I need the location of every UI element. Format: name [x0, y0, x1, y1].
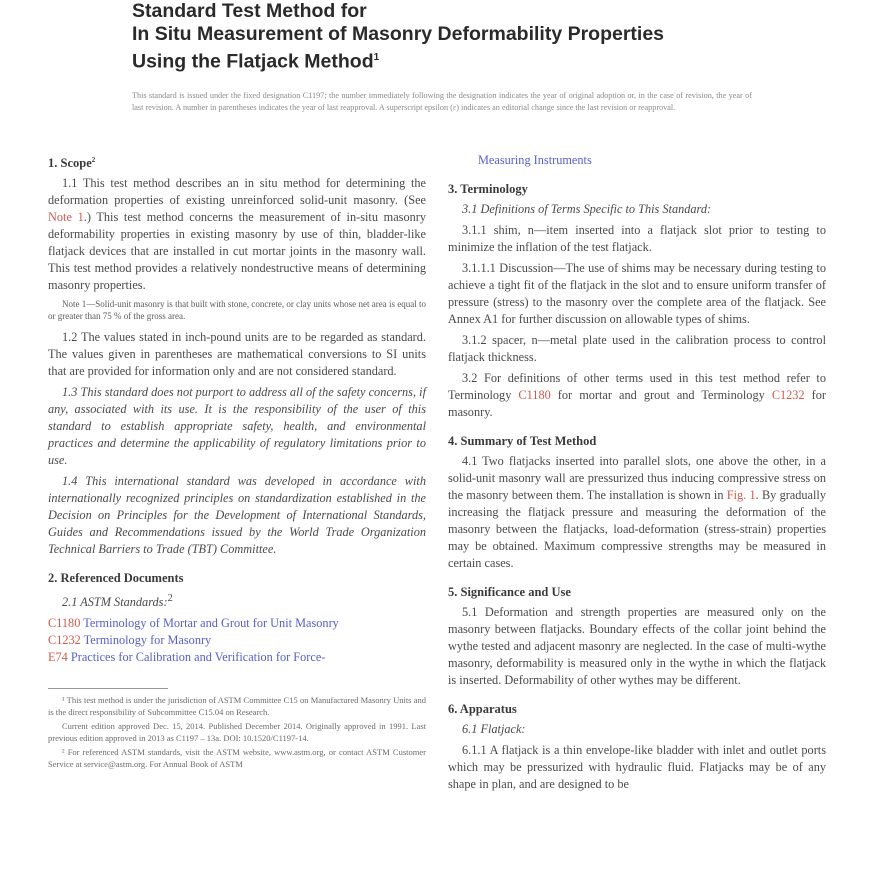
footnote-1: ¹ This test method is under the jurisdiction of ASTM Committee C15 on Manufactured Masonry Units and is the direct responsibility of Subcommittee C15.04 on Research. [48, 695, 426, 718]
reference-item [48, 649, 426, 666]
reference-code-link[interactable]: C1180 [48, 616, 81, 631]
reference-item [48, 632, 426, 649]
paragraph-1-2: 1.2 The values stated in inch-pound units are to be regarded as standard. The values given in parentheses are mathematical conversions to SI units that are provided for information only and are not considered standard. [48, 330, 426, 379]
section-apparatus [448, 701, 826, 793]
title-line-2: In Situ Measurement of Masonry Deformability Properties [132, 23, 665, 45]
title-line-1: Standard Test Method for [132, 0, 367, 22]
paragraph-6-1: 6.1 Flatjack: [462, 722, 526, 736]
designation-boilerplate: This standard is issued under the fixed designation C1197; the number immediately following the designation indicates the year of original adoption or, in the case of revision, the year of last revision. A number in parentheses indicates the year of last reapproval. A superscript epsilon (ε) indicates an editorial change since the last revision or reapproval. [132, 91, 752, 112]
paragraph-3-1-1-1: 3.1.1.1 Discussion—The use of shims may be necessary during testing to achieve a tight fit of the flatjack in the slot and to ensure uniform transfer of pressure (stress) to the masonry over the complete area of the flatjack. See Annex A1 for further discussion on allowable types of shims. [448, 261, 826, 326]
reference-title-link[interactable]: Practices for Calibration and Verification for Force- [70, 650, 326, 665]
paragraph-3-1-1: 3.1.1 shim, n—item inserted into a flatjack slot prior to testing to minimize the inflation of the test flatjack. [448, 223, 826, 254]
reference-code-link[interactable]: E74 [48, 650, 68, 665]
paragraph-1-3: 1.3 This standard does not purport to address all of the safety concerns, if any, associated with its use. It is the responsibility of the user of this standard to establish appropriate safety, health, and environmental practices and determine the applicability of regulatory limitations prior to use. [48, 385, 426, 468]
section-significance-heading: 5. Significance and Use [448, 585, 571, 599]
section-terminology-heading: 3. Terminology [448, 182, 528, 196]
astm-standards-label: 2.1 ASTM Standards:$^2$ [62, 593, 173, 610]
section-apparatus-heading: 6. Apparatus [448, 702, 517, 716]
paragraph-1-1: 1.1 This test method describes an in situ method for determining the deformation properties of existing unreinforced solid-unit masonry. (See Note 1.) This test method concerns the measurement of in-situ masonry deformability properties in existing masonry by use of thin, bladder-like flatjack devices that are installed in cut mortar joints in the masonry wall. This test method provides a relatively nondestructive means of determining masonry properties. [48, 176, 426, 293]
reference-code-link[interactable]: C1232 [48, 633, 81, 648]
title-footnote-mark[interactable]: 1 [373, 52, 380, 63]
paragraph-3-2: 3.2 For definitions of other terms used in this test method refer to Terminology C1180 for mortar and grout and Terminology C1232 for masonry. [448, 371, 826, 419]
note-1: Note 1—Solid-unit masonry is that built with stone, concrete, or clay units whose net area is equal to or greater than 75 % of the gross area. [48, 299, 426, 322]
reference-code-link[interactable]: C1232 [771, 388, 805, 402]
section-summary-heading: 4. Summary of Test Method [448, 434, 597, 448]
section-refs-heading: 2. Referenced Documents [48, 571, 184, 586]
section-significance [448, 584, 826, 689]
reference-code-link[interactable]: C1180 [518, 388, 551, 402]
section-scope-heading: 1. Scope$^2$ [48, 156, 96, 171]
section-referenced-documents [48, 570, 426, 666]
reference-title-link[interactable]: Terminology for Masonry [83, 633, 212, 648]
paragraph-3-1: 3.1 Definitions of Terms Specific to This Standard: [462, 202, 712, 216]
paragraph-4-1: 4.1 Two flatjacks inserted into parallel slots, one above the other, in a solid-unit masonry wall are pressurized thus inducing compressive stress on the masonry between them. The installation is shown in Fig. 1. By gradually increasing the flatjack pressure and measuring the deformation of the masonry between the flatjacks, load-deformation (stress-strain) properties may be obtained. Maximum compressive strengths may be measured in certain cases. [448, 454, 827, 570]
paragraph-1-4: 1.4 This international standard was developed in accordance with internationally recognized principles on standardization established in the Decision on Principles for the Development of International Standards, Guides and Recommendations issued by the World Trade Organization Technical Barriers to Trade (TBT) Committee. [48, 474, 426, 557]
footnote-divider [48, 688, 168, 689]
paragraph-5-1: 5.1 Deformation and strength properties are measured only on the masonry between flatjacks. Boundary effects of the collar joint behind the wythe tested and adjacent masonry are neglected. In the case of multi-wythe masonry, deformability is measured only in the wythe in which the flatjack is inserted. Deformability of other wythes may be different. [448, 605, 826, 687]
figure-1-link[interactable]: Fig. 1 [726, 488, 756, 502]
footnote-2: ² For referenced ASTM standards, visit the ASTM website, www.astm.org, or contact ASTM Customer Service at service@astm.org. For Annual Book of ASTM [48, 747, 426, 770]
paragraph-6-1-1: 6.1.1 A flatjack is a thin envelope-like bladder with inlet and outlet ports which may be pressurized with hydraulic fluid. Flatjacks may be of any shape in plan, and are designed to be [448, 743, 826, 791]
footnote-mark[interactable]: 2 [167, 593, 173, 605]
left-column [48, 152, 426, 772]
title-line-3: Using the Flatjack Method$^1$ [132, 50, 380, 73]
continued-reference-link[interactable]: Measuring Instruments [478, 153, 592, 167]
reference-item [48, 615, 426, 632]
section-summary [448, 433, 826, 572]
note-1-link[interactable]: Note 1 [48, 210, 84, 225]
right-column [448, 152, 826, 797]
reference-title-link[interactable]: Terminology of Mortar and Grout for Unit Masonry [83, 616, 339, 631]
document-title [132, 0, 772, 74]
paragraph-3-1-2: 3.1.2 spacer, n—metal plate used in the calibration process to control flatjack thickness. [448, 333, 826, 364]
footnote-1-edition: Current edition approved Dec. 15, 2014. Published December 2014. Originally approved in 1991. Last previous edition approved in 2013 as C1197 – 13a. DOI: 10.1520/C1197-14. [48, 721, 426, 744]
footnote-mark[interactable]: 2 [91, 156, 96, 164]
